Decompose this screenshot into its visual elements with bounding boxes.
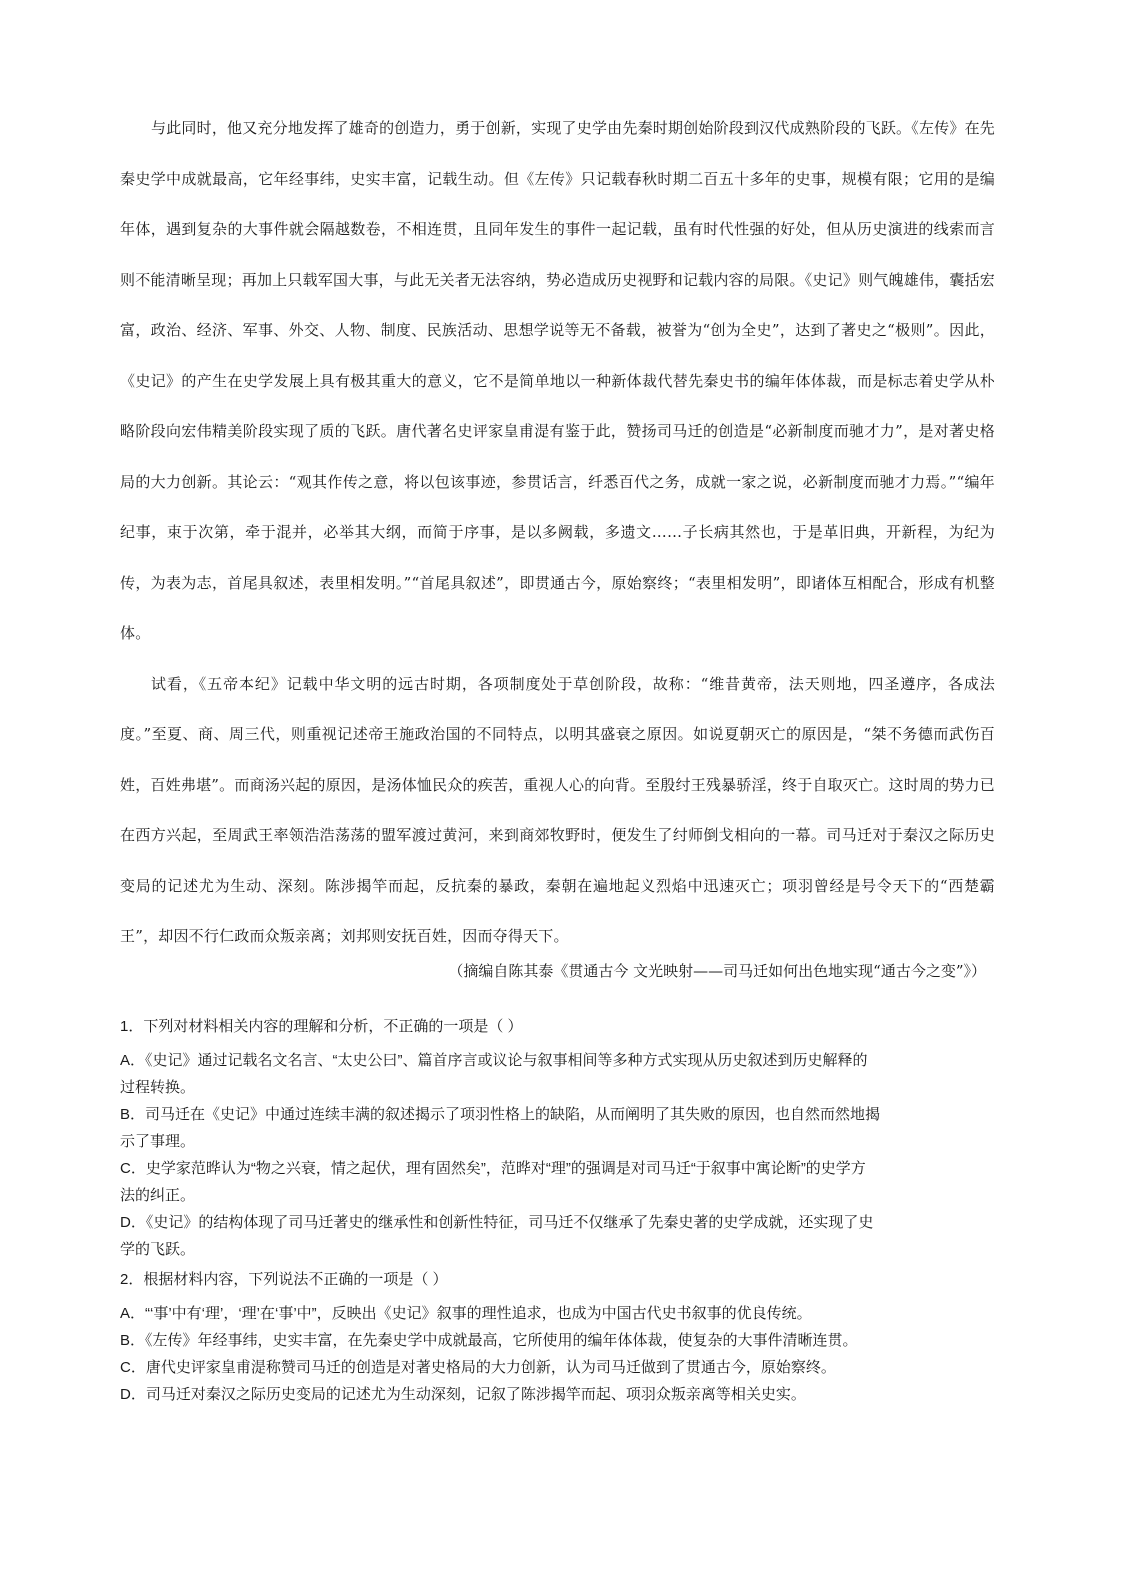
question-2-option-d[interactable]: D．司马迁对秦汉之际历史变局的记述尤为生动深刻，记叙了陈涉揭竿而起、项羽众叛亲离等相关史实。 [120, 1386, 806, 1403]
question-1-stem: 1．下列对材料相关内容的理解和分析，不正确的一项是（ ） [120, 1018, 523, 1035]
question-2-option-a[interactable]: A．“‘事’中有‘理’，‘理’在‘事’中”，反映出《史记》叙事的理性追求，也成为中国古代史书叙事的优良传统。 [120, 1305, 812, 1322]
question-2-option-c[interactable]: C．唐代史评家皇甫湜称赞司马迁的创造是对著史格局的大力创新，认为司马迁做到了贯通古今，原始察终。 [120, 1359, 836, 1376]
question-1-option-d[interactable]: D．《史记》的结构体现了司马迁著史的继承性和创新性特征，司马迁不仅继承了先秦史著的史学成就，还实现了史学的飞跃。 [120, 1214, 874, 1258]
passage-source-citation: （摘编自陈其泰《贯通古今 文光映射——司马迁如何出色地实现“通古今之变”》） [448, 962, 986, 980]
question-2-stem: 2．根据材料内容，下列说法不正确的一项是（ ） [120, 1271, 448, 1288]
question-2 [120, 1265, 880, 1408]
question-1-option-a[interactable]: A．《史记》通过记载名文名言、“太史公曰”、篇首序言或议论与叙事相间等多种方式实现从历史叙述到历史解释的过程转换。 [120, 1052, 868, 1096]
question-1 [120, 1012, 880, 1263]
passage-paragraph-1: 与此同时，他又充分地发挥了雄奇的创造力，勇于创新，实现了史学由先秦时期创始阶段到汉代成熟阶段的飞跃。《左传》在先秦史学中成就最高，它年经事纬，史实丰富，记载生动。但《左传》只记载春秋时期二百五十多年的史事，规模有限；它用的是编年体，遇到复杂的大事件就会隔越数卷，不相连贯，且同年发生的事件一起记载，虽有时代性强的好处，但从历史演进的线索而言则不能清晰呈现；再加上只载军国大事，与此无关者无法容纳，势必造成历史视野和记载内容的局限。《史记》则气魄雄伟，囊括宏富，政治、经济、军事、外交、人物、制度、民族活动、思想学说等无不备载，被誉为“创为全史”，达到了著史之“极则”。因此，《史记》的产生在史学发展上具有极其重大的意义，它不是简单地以一种新体裁代替先秦史书的编年体体裁，而是标志着史学从朴略阶段向宏伟精美阶段实现了质的飞跃。唐代著名史评家皇甫湜有鉴于此，赞扬司马迁的创造是“必新制度而驰才力”，是对著史格局的大力创新。其论云：“观其作传之意，将以包该事迹，参贯话言，纤悉百代之务，成就一家之说，必新制度而驰才力焉。”“编年纪事，束于次第，牵于混并，必举其大纲，而简于序事，是以多阙载，多遗文……子长病其然也，于是革旧典，开新程，为纪为传，为表为志，首尾具叙述，表里相发明。”“首尾具叙述”，即贯通古今，原始察终；“表里相发明”，即诸体互相配合，形成有机整体。 [120, 119, 995, 642]
question-1-option-c[interactable]: C．史学家范晔认为“物之兴衰，情之起伏，理有固然矣”，范晔对“理”的强调是对司马迁“于叙事中寓论断”的史学方法的纠正。 [120, 1160, 866, 1204]
reading-passage [120, 103, 995, 962]
question-2-option-b[interactable]: B．《左传》年经事纬，史实丰富，在先秦史学中成就最高，它所使用的编年体体裁，使复杂的大事件清晰连贯。 [120, 1332, 858, 1349]
passage-paragraph-2: 试看，《五帝本纪》记载中华文明的远古时期，各项制度处于草创阶段，故称：“维昔黄帝，法天则地，四圣遵序，各成法度。”至夏、商、周三代，则重视记述帝王施政治国的不同特点，以明其盛衰之原因。如说夏朝灭亡的原因是，“桀不务德而武伤百姓，百姓弗堪”。而商汤兴起的原因，是汤体恤民众的疾苦，重视人心的向背。至殷纣王残暴骄淫，终于自取灭亡。这时周的势力已在西方兴起，至周武王率领浩浩荡荡的盟军渡过黄河，来到商郊牧野时，便发生了纣师倒戈相向的一幕。司马迁对于秦汉之际历史变局的记述尤为生动、深刻。陈涉揭竿而起，反抗秦的暴政，秦朝在遍地起义烈焰中迅速灭亡；项羽曾经是号令天下的“西楚霸王”，却因不行仁政而众叛亲离；刘邦则安抚百姓，因而夺得天下。 [120, 674, 995, 945]
question-1-option-b[interactable]: B．司马迁在《史记》中通过连续丰满的叙述揭示了项羽性格上的缺陷，从而阐明了其失败的原因，也自然而然地揭示了事理。 [120, 1106, 881, 1150]
